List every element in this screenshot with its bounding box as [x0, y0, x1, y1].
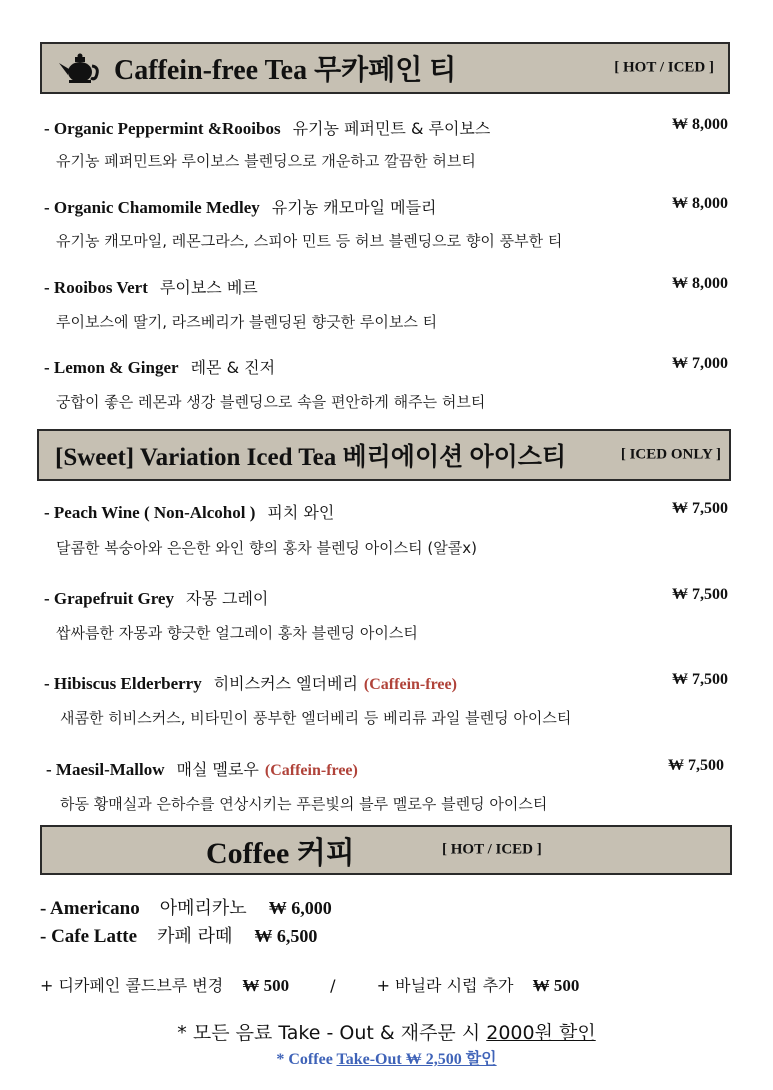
- section-header-coffee: [40, 825, 732, 875]
- item-price: ₩ 8,000: [672, 116, 728, 133]
- item-name: - Hibiscus Elderberry: [44, 674, 202, 693]
- section-tag: [ HOT / ICED ]: [442, 841, 542, 858]
- item-description: 쌉싸름한 자몽과 향긋한 얼그레이 홍차 블렌딩 아이스티: [56, 624, 418, 642]
- item-name: - Cafe Latte: [40, 926, 138, 947]
- menu-item: [44, 355, 730, 379]
- item-name-kr: 카페 라떼: [157, 926, 233, 947]
- item-price: ₩ 6,500: [254, 926, 318, 946]
- item-price: ₩ 7,500: [668, 757, 724, 774]
- vanilla-option: + 바닐라 시럽 추가: [376, 976, 514, 995]
- section-header-caffeine-free: [40, 42, 730, 94]
- item-name: - Americano: [40, 898, 140, 919]
- extras-line: [40, 973, 579, 996]
- notice-discount: Take-Out ₩ 2,500 할인: [336, 1051, 497, 1068]
- item-name-kr: 유기농 캐모마일 메들리: [271, 198, 437, 217]
- menu-item: [44, 116, 730, 140]
- item-price: ₩ 7,000: [672, 355, 728, 372]
- item-description: 루이보스에 딸기, 라즈베리가 블렌딩된 향긋한 루이보스 티: [56, 313, 438, 331]
- section-title: Caffein-free Tea 무카페인 티: [114, 55, 457, 86]
- section-header-iced-tea: [37, 429, 731, 481]
- item-name-kr: 피치 와인: [267, 503, 335, 522]
- item-description: 궁합이 좋은 레몬과 생강 블렌딩으로 속을 편안하게 해주는 허브티: [56, 393, 486, 411]
- menu-item: [40, 922, 317, 948]
- menu-item: [44, 671, 730, 695]
- item-name: - Organic Chamomile Medley: [44, 198, 260, 217]
- menu-item: [44, 195, 730, 219]
- item-name: - Lemon & Ginger: [44, 358, 179, 377]
- caffeine-free-note: (Caffein-free): [363, 676, 457, 693]
- item-name-kr: 루이보스 베르: [159, 278, 258, 297]
- section-tag: [ HOT / ICED ]: [614, 59, 714, 76]
- item-price: ₩ 7,500: [672, 671, 728, 688]
- item-name: - Organic Peppermint &Rooibos: [44, 119, 281, 138]
- section-title: [Sweet] Variation Iced Tea 베리에이션 아이스티: [55, 444, 567, 471]
- teapot-icon: [56, 53, 100, 85]
- item-price: ₩ 8,000: [672, 195, 728, 212]
- item-price: ₩ 7,500: [672, 500, 728, 517]
- item-price: ₩ 8,000: [672, 275, 728, 292]
- item-description: 유기농 페퍼민트와 루이보스 블렌딩으로 개운하고 깔끔한 허브티: [56, 152, 476, 170]
- item-name-kr: 히비스커스 엘더베리: [213, 674, 358, 693]
- item-name-kr: 유기농 페퍼민트 & 루이보스: [292, 119, 491, 138]
- notice-prefix: * 모든 음료 Take - Out & 재주문 시: [177, 1022, 487, 1044]
- item-name: - Peach Wine ( Non-Alcohol ): [44, 503, 256, 522]
- caffeine-free-note: (Caffein-free): [264, 762, 358, 779]
- item-name-kr: 매실 멜로우: [176, 760, 259, 779]
- item-name: - Maesil-Mallow: [46, 760, 165, 779]
- decaf-price: ₩ 500: [242, 976, 290, 995]
- menu-item: [44, 500, 730, 524]
- item-price: ₩ 7,500: [672, 586, 728, 603]
- item-name-kr: 자몽 그레이: [185, 589, 269, 608]
- item-description: 달콤한 복숭아와 은은한 와인 향의 홍차 블렌딩 아이스티 (알콜x): [56, 539, 477, 557]
- menu-item: [40, 894, 332, 920]
- coffee-takeout-notice: [0, 1046, 773, 1069]
- notice-prefix: * Coffee: [276, 1051, 337, 1068]
- item-description: 유기농 캐모마일, 레몬그라스, 스피아 민트 등 허브 블렌딩으로 향이 풍부한 티: [56, 232, 563, 250]
- decaf-option: + 디카페인 콜드브루 변경: [40, 976, 224, 995]
- section-title: Coffee 커피: [206, 837, 355, 870]
- item-price: ₩ 6,000: [268, 898, 332, 918]
- item-description: 새콤한 히비스커스, 비타민이 풍부한 엘더베리 등 베리류 과일 블렌딩 아이스티: [60, 709, 572, 727]
- item-name-kr: 아메리카노: [159, 898, 247, 919]
- menu-item: [44, 586, 730, 610]
- item-description: 하동 황매실과 은하수를 연상시키는 푸른빛의 블루 멜로우 블렌딩 아이스티: [60, 795, 548, 813]
- notice-discount: 2000원 할인: [486, 1022, 596, 1044]
- extras-separator: /: [330, 976, 336, 995]
- menu-item: [44, 275, 730, 299]
- section-tag: [ ICED ONLY ]: [620, 446, 721, 463]
- takeout-notice: [0, 1018, 773, 1045]
- menu-item: [46, 757, 726, 781]
- vanilla-price: ₩ 500: [532, 976, 580, 995]
- item-name: - Rooibos Vert: [44, 278, 148, 297]
- item-name-kr: 레몬 & 진저: [190, 358, 276, 377]
- item-name: - Grapefruit Grey: [44, 589, 174, 608]
